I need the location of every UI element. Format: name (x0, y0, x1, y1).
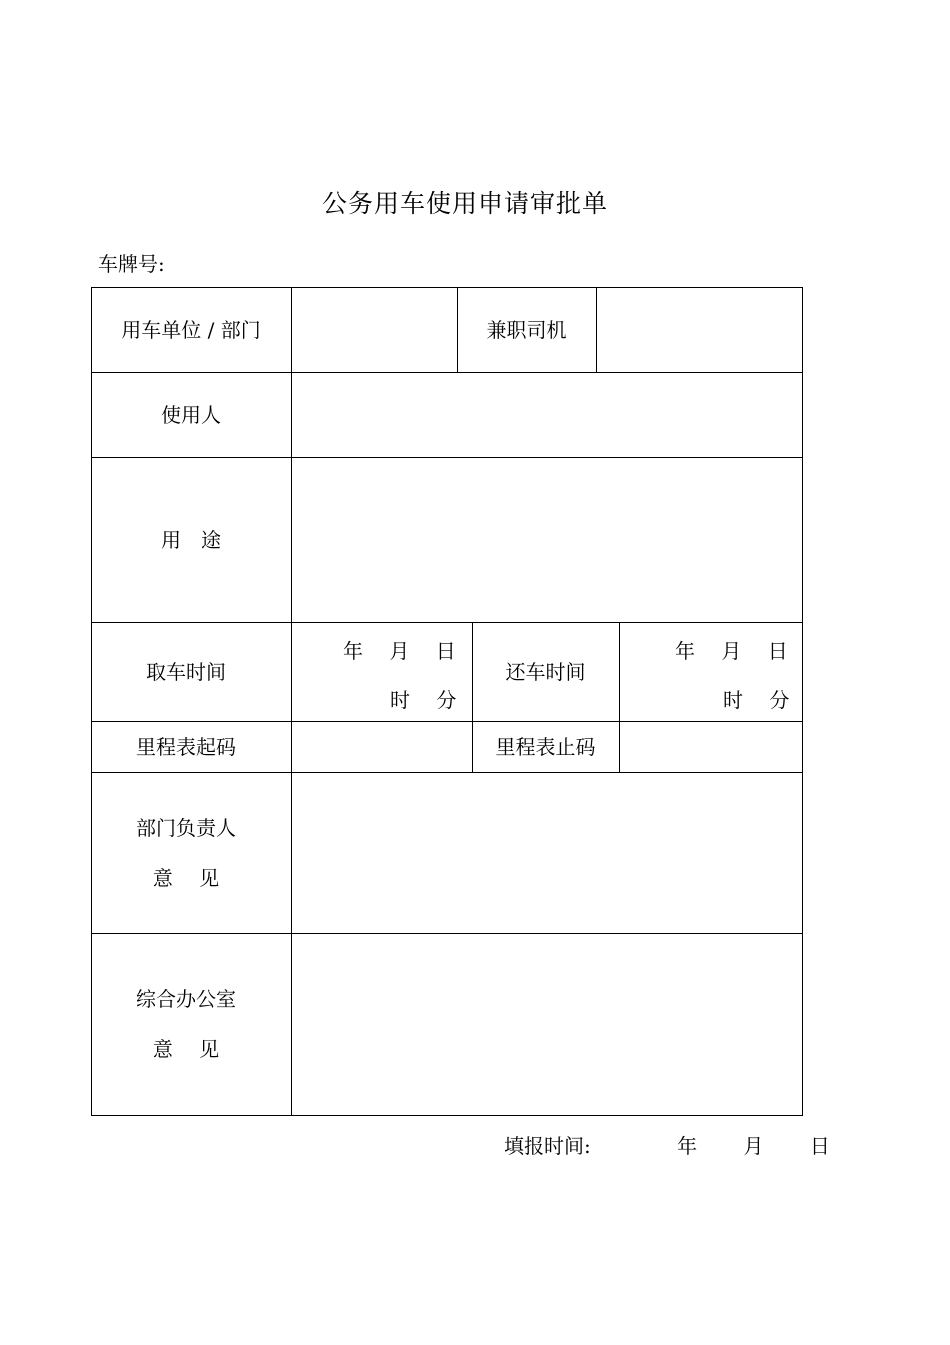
form-title: 公务用车使用申请审批单 (321, 189, 608, 218)
row-divider (91, 1115, 803, 1116)
odometer-end-label: 里程表止码 (495, 734, 596, 759)
application-form-table (91, 287, 803, 1116)
return-time-label: 还车时间 (505, 659, 586, 684)
user-value[interactable] (292, 373, 802, 457)
purpose-value[interactable] (292, 458, 802, 622)
office-opinion-label: 综合办公室 意 见 (136, 987, 236, 1061)
odometer-end-value[interactable] (620, 722, 802, 772)
unit-department-label: 用车单位 / 部门 (121, 317, 261, 342)
plate-number-label: 车牌号: (98, 252, 165, 276)
odometer-start-value[interactable] (292, 722, 472, 772)
driver-value[interactable] (597, 288, 802, 372)
pickup-date-ymd[interactable]: 年 月 日 (343, 639, 456, 663)
return-date-hm[interactable]: 时 分 (723, 688, 790, 712)
pickup-time-label: 取车时间 (146, 659, 226, 684)
fill-date-label: 填报时间: (504, 1134, 591, 1158)
fill-date-footer (504, 1130, 830, 1159)
user-label: 使用人 (161, 402, 221, 427)
purpose-label: 用 途 (161, 527, 221, 552)
unit-department-value[interactable] (292, 288, 457, 372)
column-divider (802, 287, 803, 1116)
dept-head-opinion-value[interactable] (292, 773, 802, 933)
fill-date-gap (591, 1134, 677, 1158)
return-date-ymd[interactable]: 年 月 日 (675, 639, 788, 663)
office-opinion-value[interactable] (292, 934, 802, 1115)
pickup-date-hm[interactable]: 时 分 (390, 688, 457, 712)
odometer-start-label: 里程表起码 (136, 734, 236, 759)
driver-label: 兼职司机 (486, 317, 567, 342)
fill-date-value[interactable]: 年 月 日 (677, 1134, 830, 1158)
dept-head-opinion-label: 部门负责人 意 见 (136, 815, 236, 890)
